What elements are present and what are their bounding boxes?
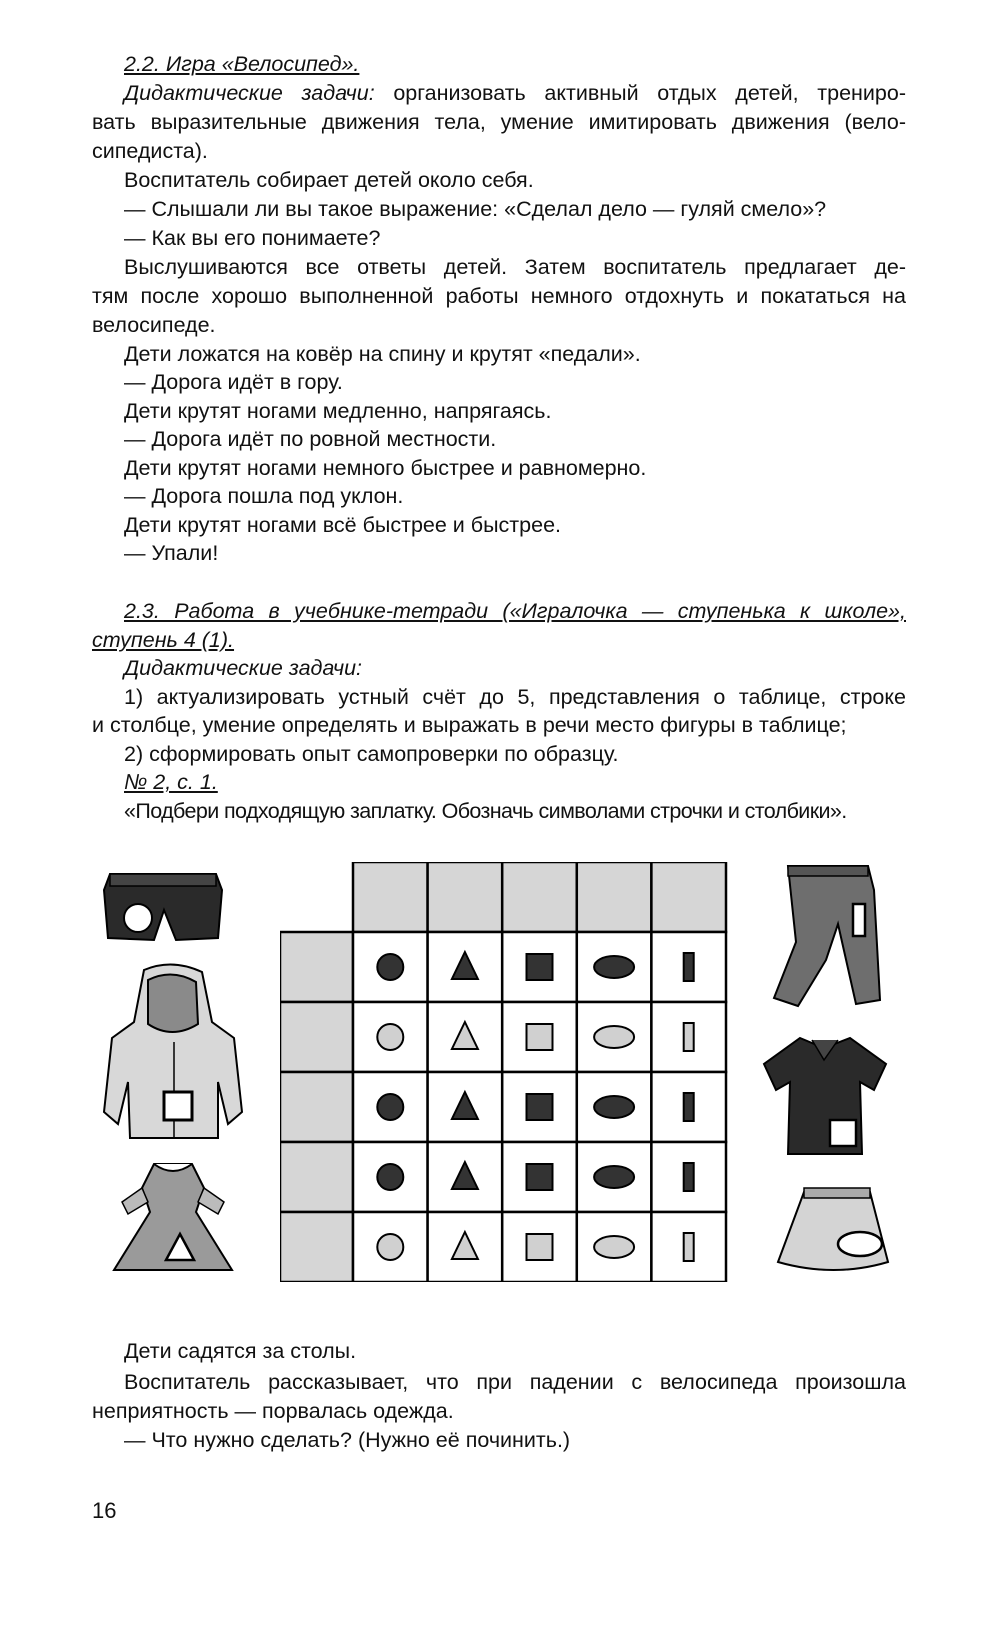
tasks-line-1 bbox=[124, 79, 906, 108]
column-header-cell bbox=[577, 862, 652, 932]
page-number: 16 bbox=[92, 1498, 117, 1523]
exercise-instruction: «Подбери подходящую заплатку. Обозначь символами строчки и столбики». bbox=[124, 799, 847, 823]
bar-icon bbox=[684, 1163, 694, 1191]
bar-icon bbox=[684, 953, 694, 981]
jacket-figure bbox=[100, 962, 245, 1147]
circle-icon bbox=[377, 1164, 403, 1190]
paragraph: — Дорога пошла под уклон. bbox=[124, 484, 404, 508]
paragraph: велосипеде. bbox=[92, 313, 216, 337]
ellipse-icon bbox=[594, 1026, 634, 1048]
column-header-cell bbox=[651, 862, 726, 932]
paragraph: Выслушиваются все ответы детей. Затем воспитатель предлагает де- bbox=[124, 255, 906, 279]
shorts-figure bbox=[98, 866, 228, 946]
column-header-cell bbox=[353, 862, 428, 932]
square-icon bbox=[527, 1094, 553, 1120]
square-icon bbox=[527, 1234, 553, 1260]
paragraph: Дети крутят ногами всё быстрее и быстрее. bbox=[124, 513, 562, 537]
dress-figure bbox=[108, 1158, 238, 1283]
column-header-cell bbox=[502, 862, 577, 932]
shape-grid bbox=[280, 862, 730, 1282]
skirt-figure bbox=[774, 1182, 892, 1282]
paragraph: Дети ложатся на ковёр на спину и крутят «педали». bbox=[124, 342, 641, 366]
ellipse-icon bbox=[594, 1236, 634, 1258]
square-icon bbox=[527, 1024, 553, 1050]
paragraph: — Дорога идёт в гору. bbox=[124, 370, 343, 394]
task-item: 2) сформировать опыт самопроверки по образцу. bbox=[124, 742, 619, 766]
row-header-cell bbox=[280, 1072, 353, 1142]
bar-icon bbox=[684, 1233, 694, 1261]
task-item: 1) актуализировать устный счёт до 5, представления о таблице, строке bbox=[124, 685, 906, 709]
paragraph: Воспитатель собирает детей около себя. bbox=[124, 168, 534, 192]
paragraph: — Слышали ли вы такое выражение: «Сделал дело — гуляй смело»? bbox=[124, 197, 827, 221]
ellipse-icon bbox=[594, 1166, 634, 1188]
tasks-label: Дидактические задачи: bbox=[124, 656, 363, 680]
ellipse-patch-icon bbox=[838, 1232, 882, 1256]
paragraph: Дети крутят ногами немного быстрее и равномерно. bbox=[124, 456, 647, 480]
tasks-text-1: организовать активный отдых детей, трениро- bbox=[374, 81, 906, 105]
task-item: и столбце, умение определять и выражать в речи место фигуры в таблице; bbox=[92, 713, 847, 737]
paragraph: — Дорога идёт по ровной местности. bbox=[124, 427, 497, 451]
ellipse-icon bbox=[594, 1096, 634, 1118]
row-header-cell bbox=[280, 1002, 353, 1072]
circle-icon bbox=[377, 1094, 403, 1120]
row-header-cell bbox=[280, 1212, 353, 1282]
paragraph: Дети крутят ногами медленно, напрягаясь. bbox=[124, 399, 552, 423]
section-heading-2-2: 2.2. Игра «Велосипед». bbox=[124, 52, 360, 76]
bar-patch-icon bbox=[853, 904, 865, 936]
exercise-reference: № 2, с. 1. bbox=[124, 770, 218, 794]
circle-icon bbox=[377, 1024, 403, 1050]
paragraph: неприятность — порвалась одежда. bbox=[92, 1399, 454, 1423]
section-heading-2-3: 2.3. Работа в учебнике-тетради («Игралочка — ступенька к школе», bbox=[124, 599, 906, 623]
row-header-cell bbox=[280, 1142, 353, 1212]
paragraph: — Что нужно сделать? (Нужно её починить.) bbox=[124, 1428, 571, 1452]
shirt-figure bbox=[760, 1030, 890, 1158]
paragraph: Дети садятся за столы. bbox=[124, 1339, 357, 1363]
column-header-cell bbox=[428, 862, 503, 932]
paragraph: — Как вы его понимаете? bbox=[124, 226, 381, 250]
section-heading-2-3-cont: ступень 4 (1). bbox=[92, 628, 235, 652]
tasks-line-3: сипедиста). bbox=[92, 139, 208, 163]
bar-icon bbox=[684, 1023, 694, 1051]
square-icon bbox=[527, 954, 553, 980]
square-patch-icon bbox=[830, 1120, 856, 1146]
paragraph: Воспитатель рассказывает, что при падении с велосипеда произошла bbox=[124, 1370, 906, 1394]
ellipse-icon bbox=[594, 956, 634, 978]
paragraph: тям после хорошо выполненной работы немного отдохнуть и покататься на bbox=[92, 284, 906, 308]
paragraph: — Упали! bbox=[124, 541, 219, 565]
trousers-figure bbox=[768, 860, 883, 1010]
circle-patch-icon bbox=[124, 904, 152, 932]
circle-icon bbox=[377, 954, 403, 980]
square-patch-icon bbox=[164, 1092, 192, 1120]
bar-icon bbox=[684, 1093, 694, 1121]
square-icon bbox=[527, 1164, 553, 1190]
row-header-cell bbox=[280, 932, 353, 1002]
tasks-label: Дидактические задачи: bbox=[124, 81, 375, 105]
circle-icon bbox=[377, 1234, 403, 1260]
tasks-line-2: вать выразительные движения тела, умение имитировать движения (вело- bbox=[92, 110, 906, 134]
